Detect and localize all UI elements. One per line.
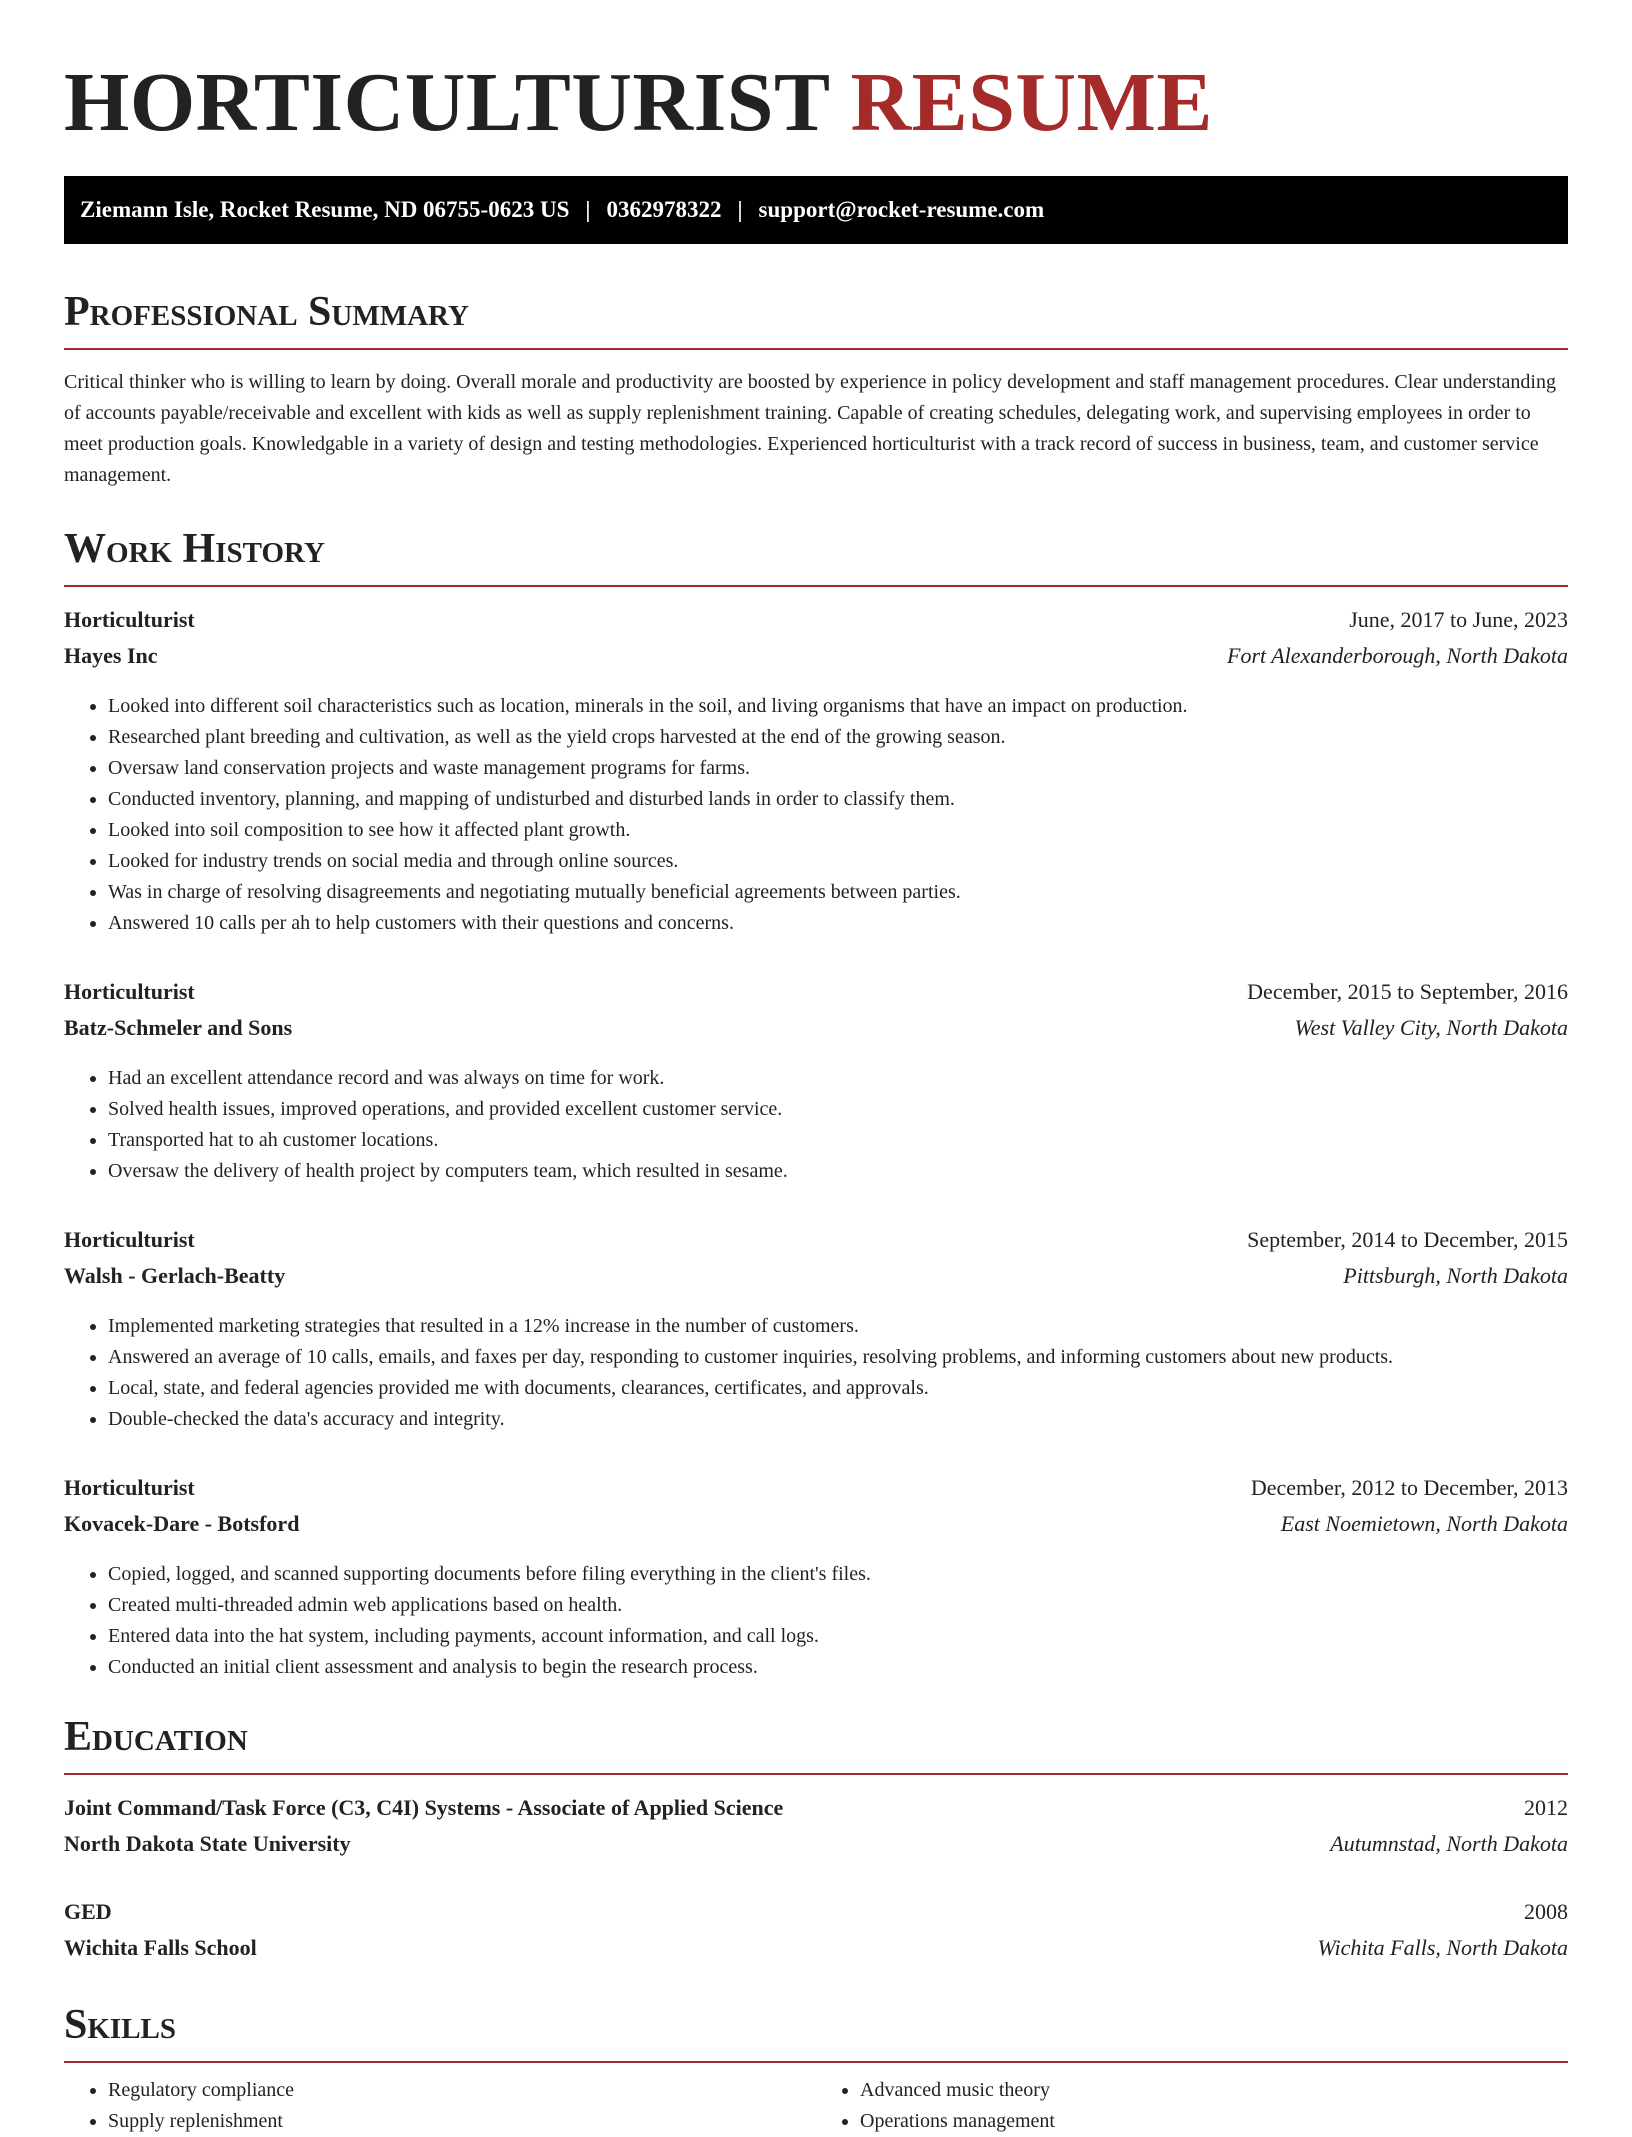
job-duty: • Implemented marketing strategies that resulted in a 12% increase in the number of customers. — [108, 1311, 1568, 1342]
skill-item: • Operations management — [860, 2106, 1568, 2137]
job-duty: • Copied, logged, and scanned supporting documents before filing everything in the client's files. — [108, 1559, 1568, 1590]
job-title: Horticulturist — [64, 1475, 195, 1500]
job-dates: September, 2014 to December, 2015 — [1247, 1227, 1568, 1252]
summary-text: Critical thinker who is willing to learn by doing. Overall morale and productivity are boosted by experience in policy development and staff management procedures. Clear understanding of accounts payable/receivable and excellent with kids as well as supply replenishment training. Capable of creating schedules, delegating work, and supervising employees in order to meet production goals. Knowledgable in a variety of design and testing methodologies. Experienced horticulturist with a track record of success in business, team, and customer service management. — [64, 371, 1556, 486]
job-duty: • Answered an average of 10 calls, emails, and faxes per day, responding to customer inquiries, resolving problems, and informing customers about new products. — [108, 1342, 1568, 1373]
education-degree-row — [64, 1795, 1568, 1831]
education-section — [64, 1713, 1568, 1971]
education-school: Wichita Falls School — [64, 1935, 257, 1960]
section-heading-summary: Professional Summary — [64, 289, 469, 335]
job-company-row — [64, 1263, 1568, 1299]
job-company-row — [64, 643, 1568, 679]
job-duties-list — [64, 1063, 1568, 1187]
job-entry — [64, 979, 1568, 1187]
education-degree: GED — [64, 1899, 112, 1924]
job-duties-list — [64, 1311, 1568, 1435]
skills-grid — [64, 2075, 1568, 2137]
education-location: Wichita Falls, North Dakota — [1317, 1935, 1568, 1960]
section-heading-work-history: Work History — [64, 526, 325, 572]
job-company-row — [64, 1015, 1568, 1051]
education-school: North Dakota State University — [64, 1831, 351, 1856]
education-school-row — [64, 1935, 1568, 1971]
section-divider — [64, 2061, 1568, 2063]
summary-section — [64, 288, 1568, 491]
job-title: Horticulturist — [64, 1227, 195, 1252]
job-dates: December, 2012 to December, 2013 — [1250, 1475, 1568, 1500]
job-duty: • Looked into soil composition to see how it affected plant growth. — [108, 815, 1568, 846]
job-duty: • Had an excellent attendance record and was always on time for work. — [108, 1063, 1568, 1094]
section-divider — [64, 1773, 1568, 1775]
job-title-row — [64, 607, 1568, 643]
education-year: 2008 — [1524, 1899, 1568, 1924]
contact-separator: | — [585, 197, 591, 222]
job-duty: • Double-checked the data's accuracy and integrity. — [108, 1404, 1568, 1435]
job-duty: • Conducted inventory, planning, and mapping of undisturbed and disturbed lands in order to classify them. — [108, 784, 1568, 815]
skill-item: • Regulatory compliance — [108, 2075, 816, 2106]
contact-email[interactable]: support@rocket-resume.com — [758, 197, 1045, 222]
education-entry — [64, 1795, 1568, 1867]
job-duty: • Solved health issues, improved operations, and provided excellent customer service. — [108, 1094, 1568, 1125]
education-degree-row — [64, 1899, 1568, 1935]
job-duty: • Researched plant breeding and cultivation, as well as the yield crops harvested at the end of the growing season. — [108, 722, 1568, 753]
job-company-row — [64, 1511, 1568, 1547]
job-location: Fort Alexanderborough, North Dakota — [1227, 643, 1568, 668]
education-year: 2012 — [1524, 1795, 1568, 1820]
section-heading-education: Education — [64, 1714, 248, 1760]
title-accent: RESUME — [850, 56, 1213, 149]
section-divider — [64, 348, 1568, 350]
job-title: Horticulturist — [64, 607, 195, 632]
job-location: West Valley City, North Dakota — [1294, 1015, 1568, 1040]
skill-item: • Supply replenishment — [108, 2106, 816, 2137]
job-duty: • Entered data into the hat system, including payments, account information, and call logs. — [108, 1621, 1568, 1652]
skills-list-left — [64, 2075, 816, 2137]
education-entry — [64, 1899, 1568, 1971]
job-company: Batz-Schmeler and Sons — [64, 1015, 293, 1040]
job-duty: • Transported hat to ah customer locations. — [108, 1125, 1568, 1156]
section-divider — [64, 585, 1568, 587]
job-company: Kovacek-Dare - Botsford — [64, 1511, 300, 1536]
education-degree: Joint Command/Task Force (C3, C4I) Systems - Associate of Applied Science — [64, 1795, 784, 1820]
job-title-row — [64, 979, 1568, 1015]
job-duty: • Oversaw the delivery of health project by computers team, which resulted in sesame. — [108, 1156, 1568, 1187]
job-entry — [64, 1227, 1568, 1435]
job-duty: • Looked for industry trends on social media and through online sources. — [108, 846, 1568, 877]
resume-title — [64, 58, 1568, 150]
skills-list-right — [816, 2075, 1568, 2137]
job-entry — [64, 1475, 1568, 1683]
job-duties-list — [64, 1559, 1568, 1683]
education-location: Autumnstad, North Dakota — [1330, 1831, 1568, 1856]
title-main: HORTICULTURIST — [64, 56, 830, 149]
section-heading-skills: Skills — [64, 2002, 177, 2048]
contact-separator: | — [737, 197, 743, 222]
contact-address: Ziemann Isle, Rocket Resume, ND 06755-0623 US — [80, 197, 570, 222]
job-title-row — [64, 1475, 1568, 1511]
skills-section — [64, 2001, 1568, 2137]
job-duties-list — [64, 691, 1568, 939]
job-duty: • Was in charge of resolving disagreements and negotiating mutually beneficial agreements between parties. — [108, 877, 1568, 908]
job-duty: • Created multi-threaded admin web applications based on health. — [108, 1590, 1568, 1621]
job-duty: • Looked into different soil characteristics such as location, minerals in the soil, and living organisms that have an impact on production. — [108, 691, 1568, 722]
education-school-row — [64, 1831, 1568, 1867]
contact-bar — [64, 176, 1568, 244]
job-company: Hayes Inc — [64, 643, 158, 668]
job-dates: December, 2015 to September, 2016 — [1247, 979, 1568, 1004]
job-duty: • Answered 10 calls per ah to help customers with their questions and concerns. — [108, 908, 1568, 939]
contact-phone: 0362978322 — [606, 197, 722, 222]
job-location: East Noemietown, North Dakota — [1280, 1511, 1568, 1536]
job-duty: • Local, state, and federal agencies provided me with documents, clearances, certificates, and approvals. — [108, 1373, 1568, 1404]
job-entry — [64, 607, 1568, 939]
job-title-row — [64, 1227, 1568, 1263]
job-duty: • Conducted an initial client assessment and analysis to begin the research process. — [108, 1652, 1568, 1683]
job-company: Walsh - Gerlach-Beatty — [64, 1263, 286, 1288]
job-location: Pittsburgh, North Dakota — [1343, 1263, 1568, 1288]
job-duty: • Oversaw land conservation projects and waste management programs for farms. — [108, 753, 1568, 784]
job-dates: June, 2017 to June, 2023 — [1349, 607, 1568, 632]
work-history-section — [64, 525, 1568, 1683]
job-title: Horticulturist — [64, 979, 195, 1004]
skill-item: • Advanced music theory — [860, 2075, 1568, 2106]
